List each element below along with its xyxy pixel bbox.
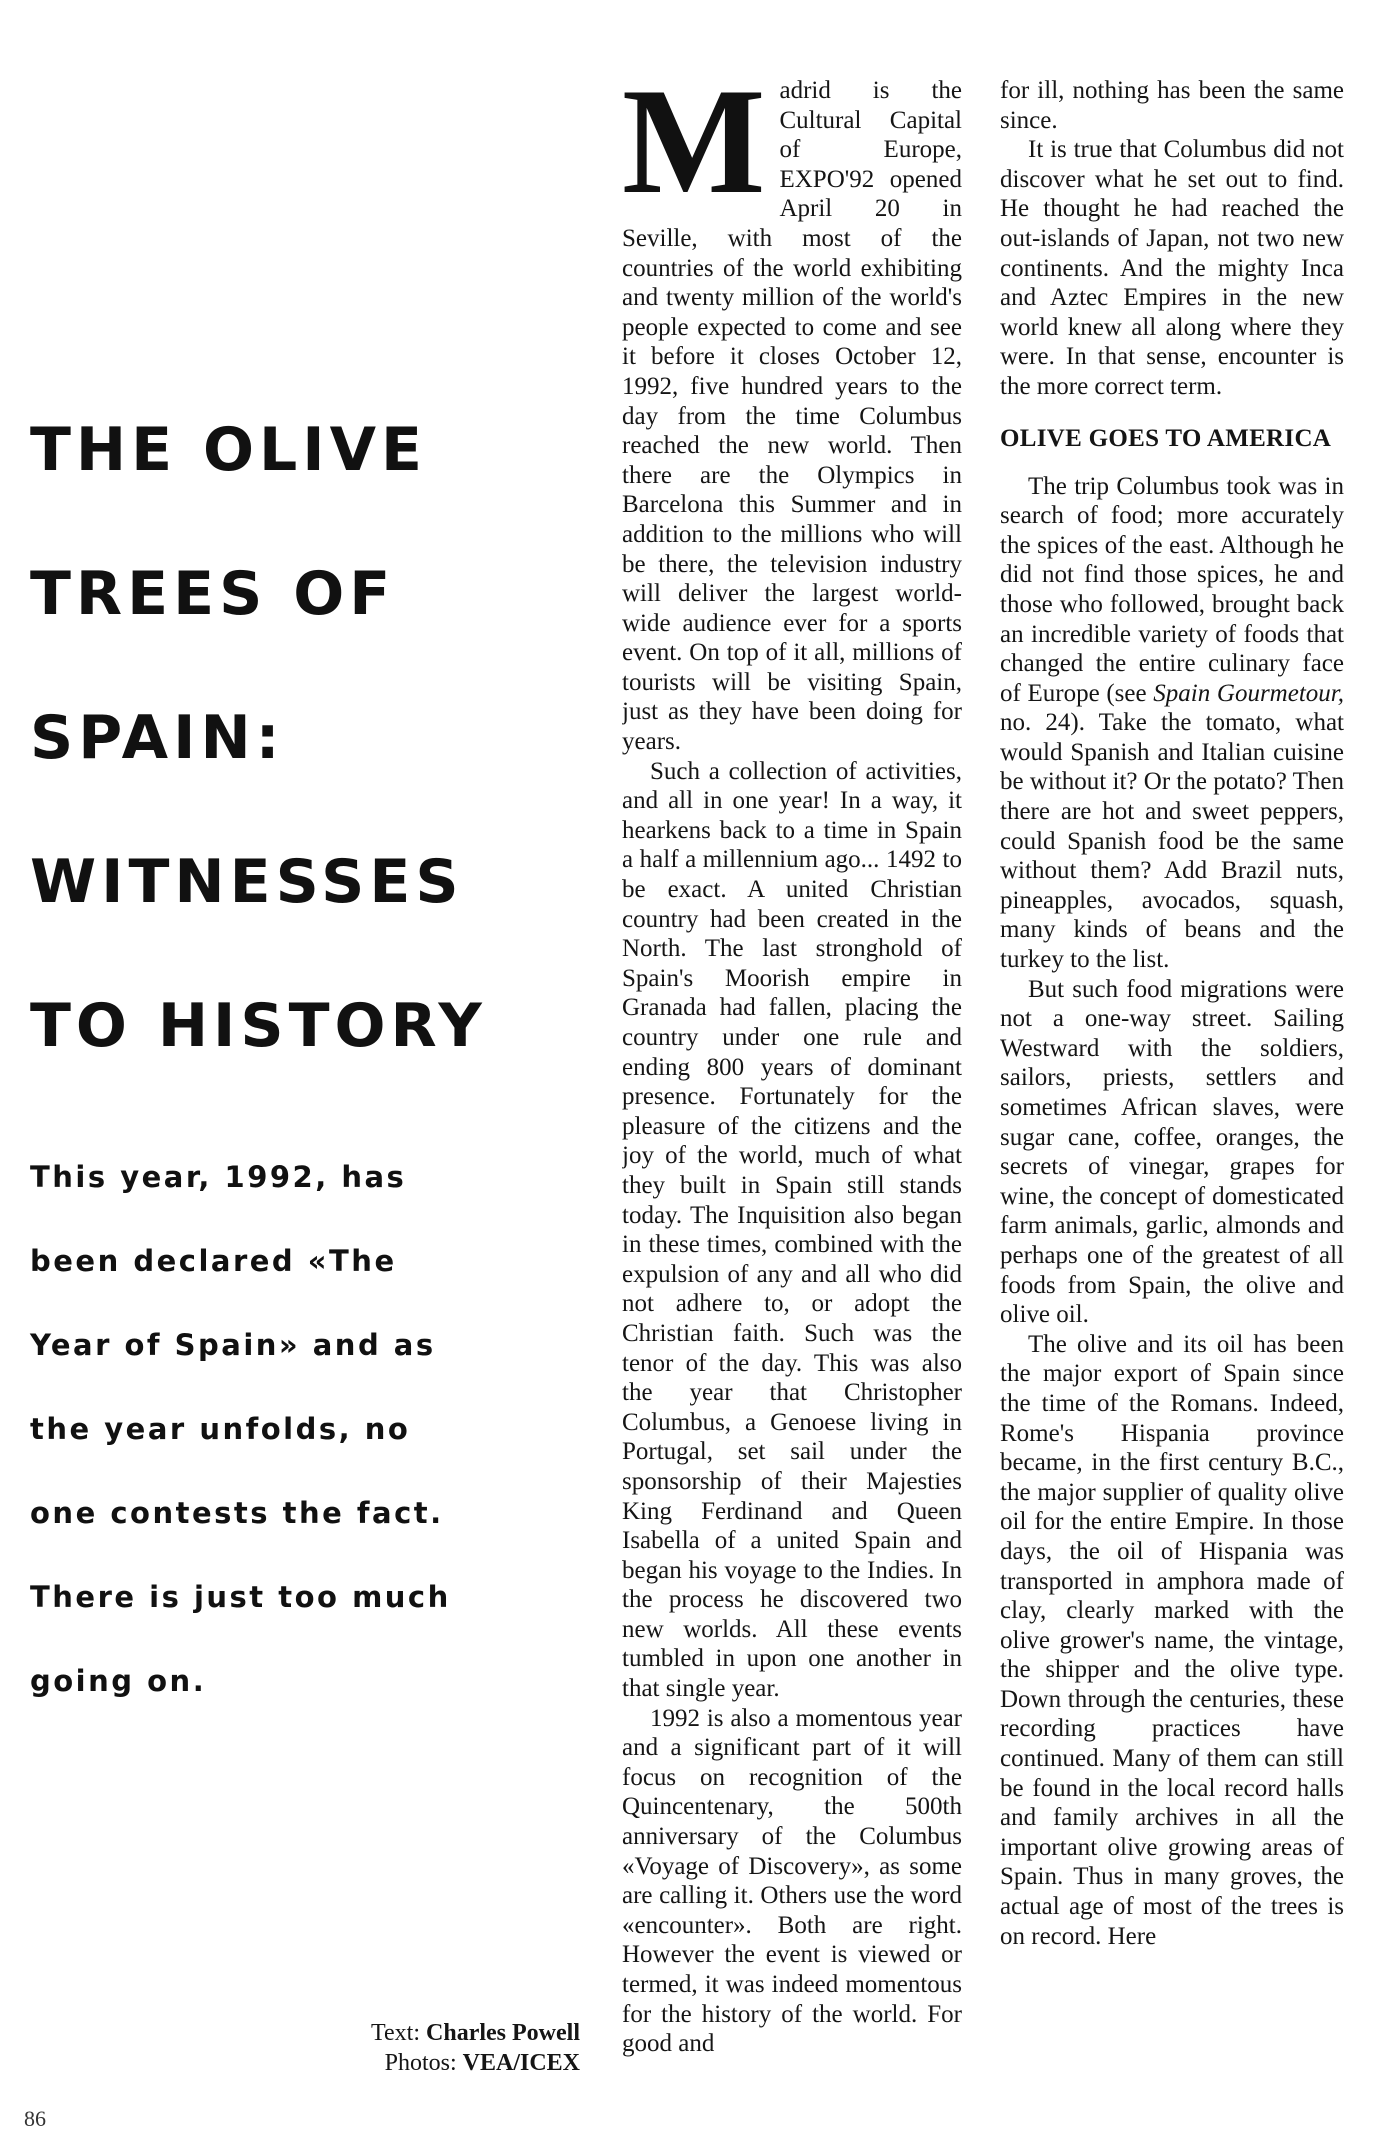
article-title (30, 415, 590, 1140)
photo-source: VEA/ICEX (462, 2050, 580, 2076)
article-column-2 (1000, 76, 1344, 2086)
paragraph: Such a collection of activities, and all in one year! In a way, it hearkens back to a time in Spain a half a millennium ago... 1492 to be exact. A united Christian country had been created in the North. The last stronghold of Spain's Moorish empire in Granada had fallen, placing the country under one rule and ending 800 years of dominant presence. Fortunately for the pleasure of the citizens and the joy of the world, much of what they built in Spain still stands today. The Inquisition also began in these times, combined with the expulsion of any and all who did not adhere to, or adopt the Christian faith. Such was the tenor of the day. This was also the year that Christopher Columbus, a Genoese living in Portugal, set sail under the sponsorship of their Majesties King Ferdinand and Queen Isabella of a united Spain and began his voyage to the Indies. In the process he discovered two new worlds. All these events tumbled in upon one another in that single year. (622, 757, 962, 1703)
photo-credit (300, 2048, 580, 2078)
credits (300, 2018, 580, 2078)
title-line: TREES OF (30, 559, 396, 629)
text-credit-label: Text: (371, 2020, 421, 2046)
paragraph (622, 76, 962, 757)
deck-line: This year, 1992, has (30, 1160, 407, 1194)
section-subhead: OLIVE GOES TO AMERICA (1000, 424, 1332, 452)
photo-credit-label: Photos: (384, 2050, 457, 2076)
deck-line: going on. (30, 1664, 207, 1698)
author-name: Charles Powell (426, 2020, 580, 2046)
text-credit (300, 2018, 580, 2048)
paragraph (1000, 472, 1344, 975)
paragraph-text: The trip Columbus took was in search of food; more accurately the spices of the east. Although he did not find those spices, he and those who followed, brought back an incredible variety of foods that changed the entire culinary face of Europe (see (1000, 472, 1344, 707)
title-line: WITNESSES (30, 847, 464, 917)
article-column-1 (622, 76, 962, 2086)
deck-line: Year of Spain» and as (30, 1328, 436, 1362)
title-line: THE OLIVE (30, 415, 428, 485)
article-deck (30, 1160, 590, 1748)
paragraph: 1992 is also a momentous year and a significant part of it will focus on recognition of the Quincentenary, the 500th anniversary of the Columbus «Voyage of Discovery», as some are calling it. Others use the word «encounter». Both are right. However the event is viewed or termed, it was indeed momentous for the history of the world. For good and (622, 1704, 962, 2058)
deck-line: been declared «The (30, 1244, 397, 1278)
paragraph-text: adrid is the Cultural Capital of Europe, EXPO'92 opened April 20 in Seville, with most of the countries of the world exhibiting and twenty million of the world's people expected to come and see it before it closes October 12, 1992, five hundred years to the day from the time Columbus reached the new world. Then there are the Olympics in Barcelona this Summer and in addition to the millions who will be there, the television industry will deliver the largest world-wide audience ever for a sports event. On top of it all, millions of tourists will be visiting Spain, just as they have been doing for years. (622, 77, 962, 756)
paragraph: The olive and its oil has been the major export of Spain since the time of the Romans. Indeed, Rome's Hispania province became, in the first century B.C., the major supplier of quality olive oil for the entire Empire. In those days, the oil of Hispania was transported in amphora made of clay, clearly marked with the olive grower's name, the vintage, the shipper and the olive type. Down through the centuries, these recording practices have continued. Many of them can still be found in the local record halls and family archives in all the important olive growing areas of Spain. Thus in many groves, the actual age of most of the trees is on record. Here (1000, 1330, 1344, 1950)
deck-line: There is just too much (30, 1580, 451, 1614)
magazine-reference: Spain Gourmetour, (1153, 679, 1344, 707)
paragraph: for ill, nothing has been the same since. (1000, 77, 1344, 134)
paragraph: It is true that Columbus did not discover what he set out to find. He thought he had reached the out-islands of Japan, not two new continents. And the mighty Inca and Aztec Empires in the new world knew all along where they were. In that sense, encounter is the more correct term. (1000, 136, 1344, 400)
title-line: TO HISTORY (30, 991, 487, 1061)
deck-line: one contests the fact. (30, 1496, 444, 1530)
paragraph: But such food migrations were not a one-way street. Sailing Westward with the soldiers, sailors, priests, settlers and sometimes African slaves, were sugar cane, coffee, oranges, the secrets of vinegar, grapes for wine, the concept of domesticated farm animals, garlic, almonds and perhaps one of the greatest of all foods from Spain, the olive and olive oil. (1000, 975, 1344, 1329)
page-number: 86 (24, 2106, 46, 2131)
drop-cap: M (622, 76, 766, 225)
paragraph-text: no. 24). Take the tomato, what would Spanish and Italian cuisine be without it? Or the potato? Then there are hot and sweet peppers, could Spanish food be the same without them? Add Brazil nuts, pineapples, avocados, squash, many kinds of beans and the turkey to the list. (1000, 709, 1344, 974)
title-line: SPAIN: (30, 703, 285, 773)
deck-line: the year unfolds, no (30, 1412, 411, 1446)
